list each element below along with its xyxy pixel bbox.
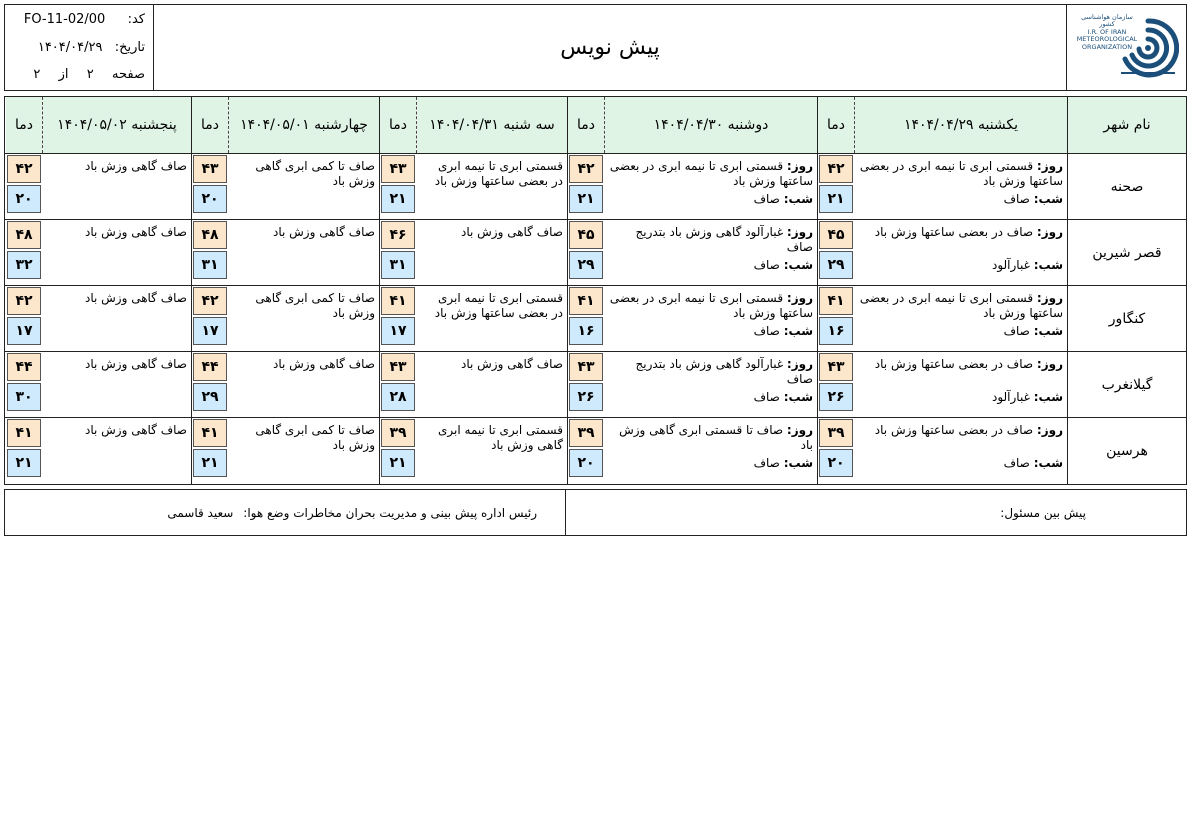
forecast-text: صاف تا کمی ابری گاهی وزش باد <box>255 291 375 320</box>
night-label: شب: <box>783 192 813 206</box>
max-temp: ۴۵ <box>819 221 853 249</box>
row-divider <box>5 285 1186 286</box>
city-name: صحنه <box>1110 178 1144 195</box>
chief-label: رئیس اداره پیش بینی و مدیریت بحران مخاطرات وضع هوا: <box>243 505 537 520</box>
max-temp: ۴۶ <box>381 221 415 249</box>
night-forecast-text: صاف <box>753 258 780 272</box>
temp-header-1: دما <box>818 97 854 153</box>
row-divider <box>5 219 1186 220</box>
night-forecast <box>858 390 1063 405</box>
day-forecast <box>858 357 1063 372</box>
day-forecast-text: قسمتی ابری تا نیمه ابری در بعضی ساعتها وزش باد <box>609 291 813 320</box>
day-forecast <box>858 225 1063 240</box>
form-code-value: FO-11-02/00 <box>23 12 106 27</box>
night-forecast <box>608 324 813 339</box>
footer-divider <box>565 490 566 535</box>
form-date-line <box>38 40 145 55</box>
form-date-value: ۱۴۰۴/۰۴/۲۹ <box>37 40 103 55</box>
temp-header-4: دما <box>192 97 228 153</box>
night-label: شب: <box>783 258 813 272</box>
max-temp: ۴۳ <box>193 155 227 183</box>
max-temp: ۴۱ <box>569 287 603 315</box>
day-label: روز: <box>786 423 813 437</box>
max-temp: ۴۱ <box>819 287 853 315</box>
chief-name: سعید قاسمی <box>167 505 234 520</box>
max-temp: ۴۱ <box>7 419 41 447</box>
header-dashed-divider <box>416 97 417 153</box>
day-forecast-text: صاف تا قسمتی ابری گاهی وزش باد <box>619 423 813 452</box>
day-forecast-text: غبارآلود گاهی وزش باد بتدریج صاف <box>635 225 813 254</box>
max-temp: ۴۸ <box>193 221 227 249</box>
night-label: شب: <box>1033 456 1063 470</box>
night-forecast <box>858 258 1063 273</box>
page-of: از <box>58 67 69 82</box>
min-temp: ۲۰ <box>193 185 227 213</box>
min-temp: ۳۰ <box>7 383 41 411</box>
night-label: شب: <box>1033 390 1063 404</box>
night-label: شب: <box>783 456 813 470</box>
forecast-text: صاف تا کمی ابری گاهی وزش باد <box>255 159 375 188</box>
header-bottom-line <box>5 153 1186 154</box>
column-divider <box>379 97 380 484</box>
max-temp: ۴۲ <box>7 287 41 315</box>
max-temp: ۴۸ <box>7 221 41 249</box>
city-name: قصر شیرین <box>1092 244 1162 261</box>
page-total: ۲ <box>33 67 41 82</box>
day-label: روز: <box>786 357 813 371</box>
night-forecast-text: صاف <box>1003 192 1030 206</box>
night-forecast-text: صاف <box>753 192 780 206</box>
night-label: شب: <box>1033 324 1063 338</box>
day-forecast <box>608 423 813 453</box>
city-column-header: نام شهر <box>1068 97 1186 153</box>
day-header-3: سه شنبه ۱۴۰۴/۰۴/۳۱ <box>417 97 567 153</box>
max-temp: ۴۲ <box>193 287 227 315</box>
day-forecast-text: قسمتی ابری تا نیمه ابری در بعضی ساعتها وزش باد <box>859 291 1063 320</box>
forecast-text: صاف گاهی وزش باد <box>84 423 187 437</box>
min-temp: ۲۹ <box>193 383 227 411</box>
min-temp: ۲۸ <box>381 383 415 411</box>
forecast-text: قسمتی ابری تا نیمه ابری در بعضی ساعتها وزش باد <box>434 159 563 188</box>
header-dashed-divider <box>228 97 229 153</box>
max-temp: ۴۱ <box>193 419 227 447</box>
min-temp: ۲۱ <box>193 449 227 477</box>
night-forecast-text: صاف <box>753 390 780 404</box>
day-forecast-text: قسمتی ابری تا نیمه ابری در بعضی ساعتها وزش باد <box>609 159 813 188</box>
forecast-text: صاف گاهی وزش باد <box>272 357 375 371</box>
title-box <box>153 4 1067 91</box>
column-divider <box>567 97 568 484</box>
night-forecast-text: صاف <box>753 456 780 470</box>
forecast-text: صاف گاهی وزش باد <box>84 225 187 239</box>
night-forecast <box>608 192 813 207</box>
day-label: روز: <box>1036 291 1063 305</box>
forecast-text: صاف گاهی وزش باد <box>84 291 187 305</box>
min-temp: ۲۶ <box>569 383 603 411</box>
min-temp: ۳۲ <box>7 251 41 279</box>
header-dashed-divider <box>854 97 855 153</box>
max-temp: ۴۴ <box>7 353 41 381</box>
logo-text-fa: سازمان هواشناسی کشور <box>1081 13 1133 29</box>
day-header-5: پنجشنبه ۱۴۰۴/۰۵/۰۲ <box>43 97 191 153</box>
min-temp: ۲۱ <box>381 185 415 213</box>
night-label: شب: <box>783 390 813 404</box>
form-date-label: تاریخ: <box>114 40 145 55</box>
min-temp: ۳۱ <box>193 251 227 279</box>
forecast-text: صاف گاهی وزش باد <box>84 159 187 173</box>
min-temp: ۱۶ <box>569 317 603 345</box>
max-temp: ۳۹ <box>819 419 853 447</box>
min-temp: ۲۰ <box>7 185 41 213</box>
min-temp: ۲۱ <box>381 449 415 477</box>
temp-header-3: دما <box>380 97 416 153</box>
max-temp: ۳۹ <box>381 419 415 447</box>
night-forecast <box>858 456 1063 471</box>
min-temp: ۱۷ <box>193 317 227 345</box>
forecaster-cell <box>566 490 1186 535</box>
day-label: روز: <box>1036 225 1063 239</box>
night-forecast-text: غبارآلود <box>991 390 1030 404</box>
temp-header-2: دما <box>568 97 604 153</box>
forecast-table <box>4 96 1187 485</box>
forecast-text: صاف گاهی وزش باد <box>84 357 187 371</box>
min-temp: ۲۶ <box>819 383 853 411</box>
forecast-text: صاف تا کمی ابری گاهی وزش باد <box>255 423 375 452</box>
form-info-box <box>4 4 154 91</box>
header-dashed-divider <box>42 97 43 153</box>
max-temp: ۴۲ <box>819 155 853 183</box>
day-forecast <box>608 291 813 321</box>
day-header-4: چهارشنبه ۱۴۰۴/۰۵/۰۱ <box>229 97 379 153</box>
header-dashed-divider <box>604 97 605 153</box>
chief-cell <box>5 490 565 535</box>
day-forecast-text: غبارآلود گاهی وزش باد بتدریج صاف <box>635 357 813 386</box>
forecast-text: قسمتی ابری تا نیمه ابری در بعضی ساعتها وزش باد <box>434 291 563 320</box>
min-temp: ۲۱ <box>819 185 853 213</box>
forecast-text: صاف گاهی وزش باد <box>460 357 563 371</box>
day-forecast-text: صاف در بعضی ساعتها وزش باد <box>874 423 1034 437</box>
max-temp: ۴۴ <box>193 353 227 381</box>
max-temp: ۴۳ <box>381 353 415 381</box>
column-divider <box>191 97 192 484</box>
day-forecast <box>608 357 813 387</box>
logo-text-en2: METEOROLOGICAL <box>1076 35 1138 44</box>
day-label: روز: <box>1036 159 1063 173</box>
row-divider <box>5 417 1186 418</box>
night-forecast-text: غبارآلود <box>991 258 1030 272</box>
column-divider <box>817 97 818 484</box>
day-header-1: یکشنبه ۱۴۰۴/۰۴/۲۹ <box>855 97 1067 153</box>
day-label: روز: <box>1036 357 1063 371</box>
day-label: روز: <box>1036 423 1063 437</box>
night-forecast <box>608 456 813 471</box>
day-forecast-text: صاف در بعضی ساعتها وزش باد <box>874 357 1034 371</box>
temp-header-5: دما <box>6 97 42 153</box>
day-label: روز: <box>786 291 813 305</box>
day-forecast-text: صاف در بعضی ساعتها وزش باد <box>874 225 1034 239</box>
night-forecast <box>858 192 1063 207</box>
min-temp: ۲۹ <box>819 251 853 279</box>
max-temp: ۳۹ <box>569 419 603 447</box>
form-code-line <box>24 12 145 27</box>
logo-text-en3: ORGANIZATION <box>1081 42 1133 51</box>
max-temp: ۴۳ <box>381 155 415 183</box>
max-temp: ۴۱ <box>381 287 415 315</box>
page-label: صفحه <box>112 67 145 82</box>
meteorological-logo-icon <box>1117 13 1179 83</box>
max-temp: ۴۲ <box>7 155 41 183</box>
night-forecast-text: صاف <box>1003 456 1030 470</box>
min-temp: ۲۹ <box>569 251 603 279</box>
min-temp: ۲۰ <box>819 449 853 477</box>
night-forecast-text: صاف <box>1003 324 1030 338</box>
city-name: کنگاور <box>1108 310 1146 327</box>
min-temp: ۲۱ <box>7 449 41 477</box>
min-temp: ۱۶ <box>819 317 853 345</box>
night-forecast <box>608 390 813 405</box>
day-header-2: دوشنبه ۱۴۰۴/۰۴/۳۰ <box>605 97 817 153</box>
night-forecast <box>858 324 1063 339</box>
forecaster-label: پیش بین مسئول: <box>1000 505 1086 520</box>
day-label: روز: <box>786 159 813 173</box>
day-forecast <box>858 423 1063 438</box>
max-temp: ۴۳ <box>569 353 603 381</box>
logo-box <box>1066 4 1187 91</box>
forecast-text: قسمتی ابری تا نیمه ابری گاهی وزش باد <box>438 423 563 452</box>
forecast-text: صاف گاهی وزش باد <box>460 225 563 239</box>
min-temp: ۳۱ <box>381 251 415 279</box>
min-temp: ۲۰ <box>569 449 603 477</box>
city-name: گیلانغرب <box>1101 376 1153 393</box>
max-temp: ۴۲ <box>569 155 603 183</box>
form-code-label: کد: <box>127 12 145 27</box>
night-label: شب: <box>1033 258 1063 272</box>
max-temp: ۴۳ <box>819 353 853 381</box>
night-label: شب: <box>783 324 813 338</box>
day-forecast <box>858 159 1063 189</box>
form-page-line <box>33 67 145 82</box>
day-label: روز: <box>786 225 813 239</box>
day-forecast <box>608 159 813 189</box>
page-current: ۲ <box>86 67 94 82</box>
row-divider <box>5 351 1186 352</box>
night-label: شب: <box>1033 192 1063 206</box>
min-temp: ۲۱ <box>569 185 603 213</box>
max-temp: ۴۵ <box>569 221 603 249</box>
signature-footer <box>4 489 1187 536</box>
day-forecast <box>608 225 813 255</box>
night-forecast <box>608 258 813 273</box>
page-title: پیش نویس <box>560 35 660 60</box>
city-name: هرسین <box>1106 442 1148 459</box>
day-forecast-text: قسمتی ابری تا نیمه ابری در بعضی ساعتها وزش باد <box>859 159 1063 188</box>
night-forecast-text: صاف <box>753 324 780 338</box>
logo-text-en1: I.R. OF IRAN <box>1087 27 1127 36</box>
day-forecast <box>858 291 1063 321</box>
forecast-text: صاف گاهی وزش باد <box>272 225 375 239</box>
min-temp: ۱۷ <box>381 317 415 345</box>
min-temp: ۱۷ <box>7 317 41 345</box>
